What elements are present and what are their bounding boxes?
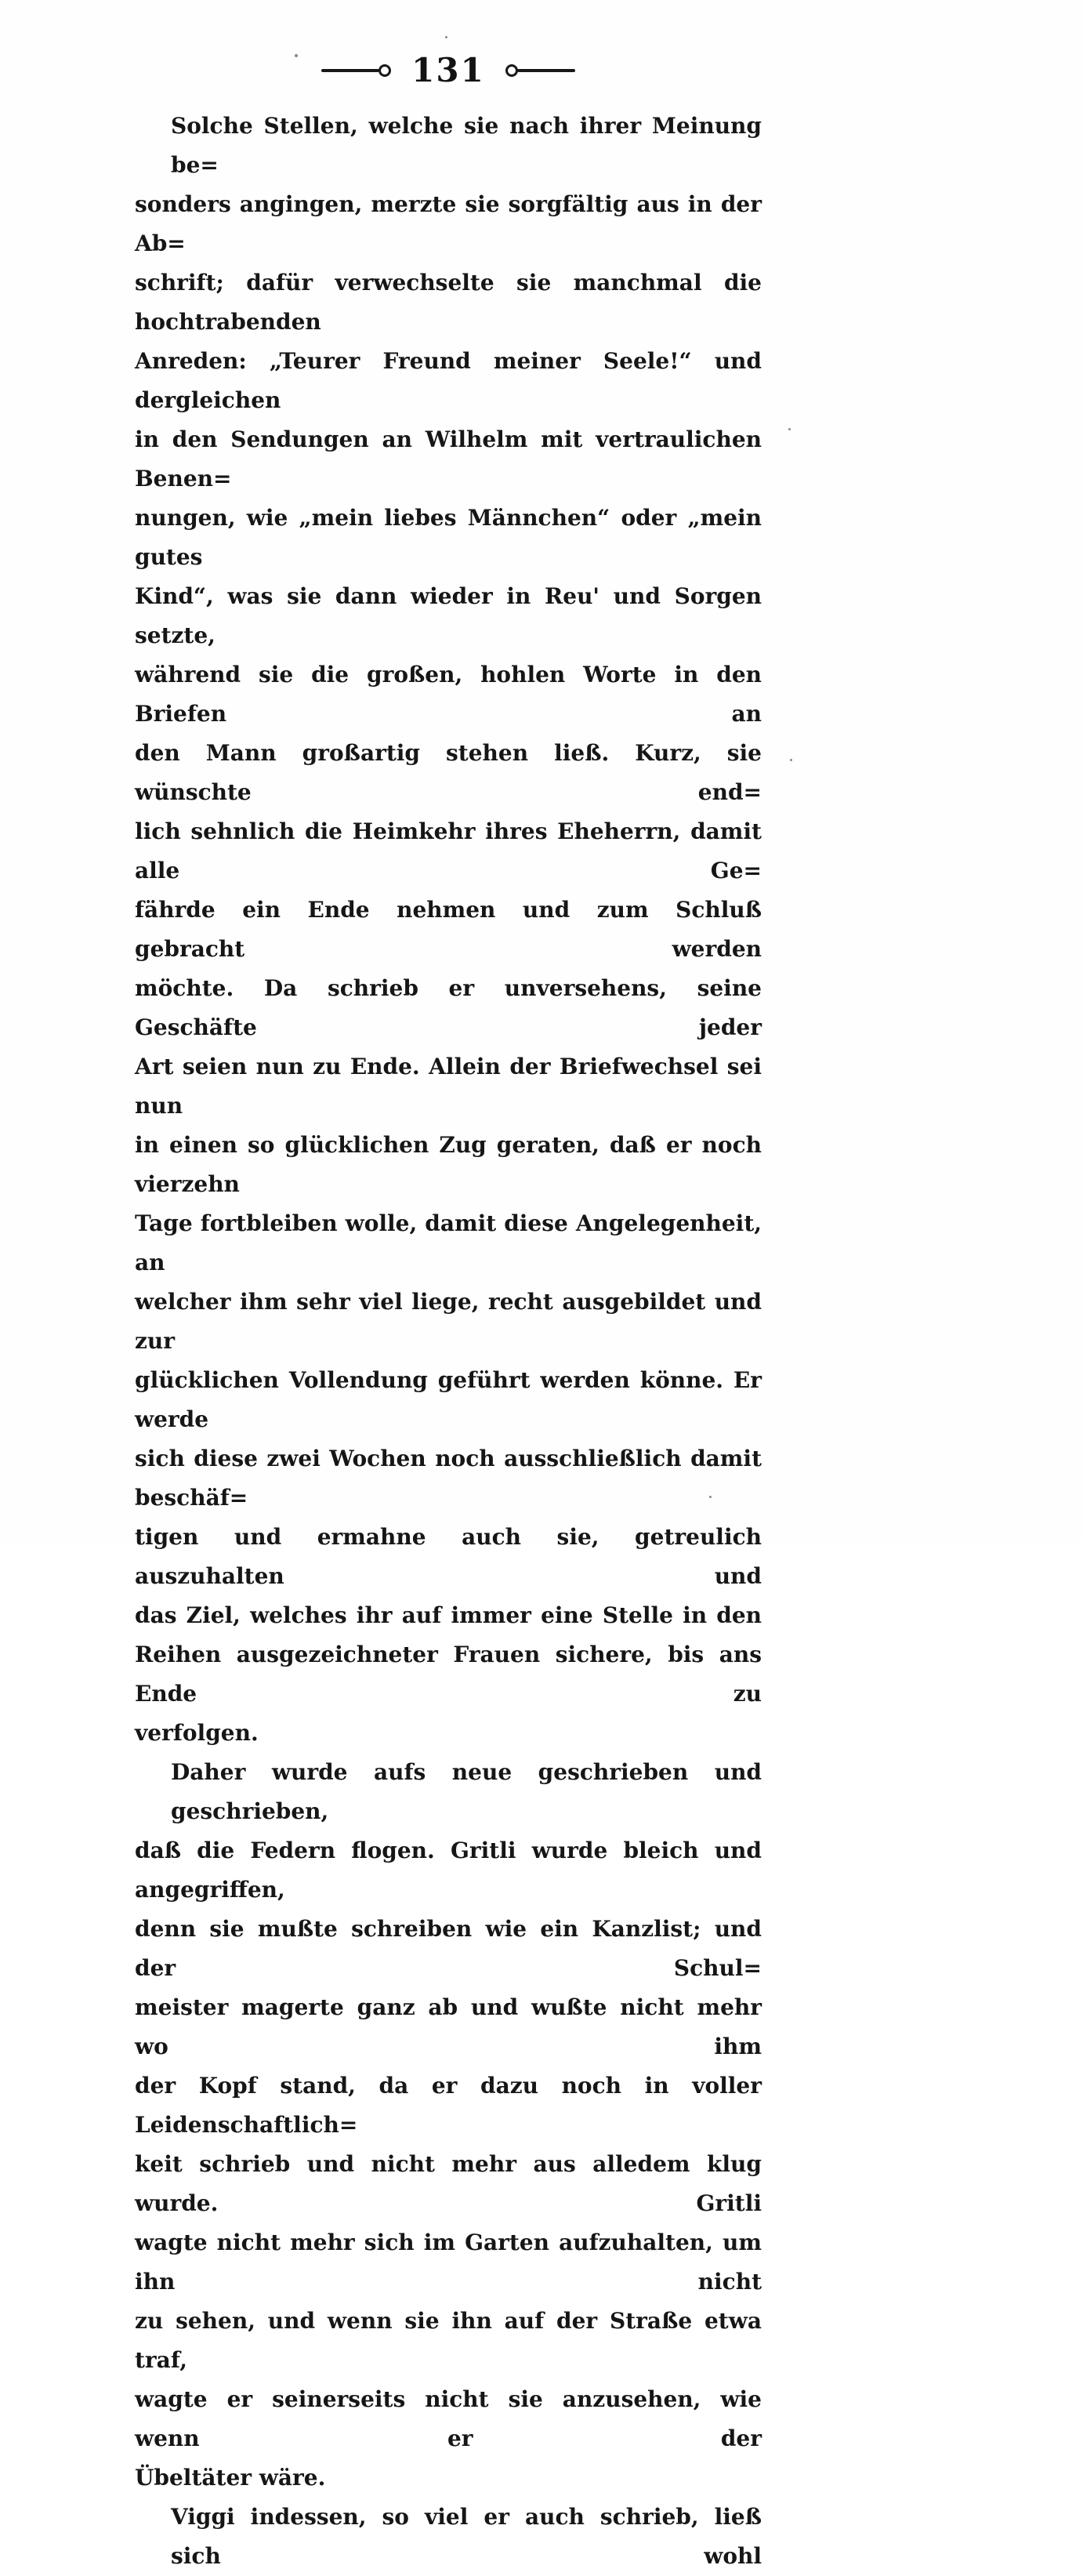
text-line: Viggi indessen, so viel er auch schrieb, ließ sich wohl	[171, 2504, 762, 2569]
text-line: glücklichen Vollendung geführt werden könne. Er werde	[135, 1367, 762, 1432]
text-line: tigen und ermahne auch sie, getreulich auszuhalten und	[135, 1524, 762, 1589]
scan-speck	[445, 36, 447, 38]
header-rule-right	[517, 69, 575, 72]
text-line: keit schrieb und nicht mehr aus alledem klug wurde. Gritli	[135, 2151, 762, 2216]
header-ornament-right	[505, 64, 575, 77]
text-line: Tage fortbleiben wolle, damit diese Angelegenheit, an	[135, 1210, 762, 1275]
text-line: verfolgen.	[135, 1720, 259, 1746]
header-rule-left	[321, 69, 379, 72]
header-ring-left	[379, 64, 391, 77]
text-line: möchte. Da schrieb er unversehens, seine Geschäfte jeder	[135, 975, 762, 1040]
header-ornament-left	[321, 64, 391, 77]
text-line: schrift; dafür verwechselte sie manchmal die hochtrabenden	[135, 270, 762, 335]
text-line: Solche Stellen, welche sie nach ihrer Meinung be=	[171, 113, 762, 178]
text-line: in den Sendungen an Wilhelm mit vertraulichen Benen=	[135, 426, 762, 492]
running-head	[135, 50, 762, 91]
text-line: daß die Federn flogen. Gritli wurde bleich und angegriffen,	[135, 1838, 762, 1903]
paragraph	[135, 107, 762, 1753]
text-line: denn sie mußte schreiben wie ein Kanzlist; und der Schul=	[135, 1916, 762, 1981]
text-line: den Mann großartig stehen ließ. Kurz, sie wünschte end=	[135, 740, 762, 805]
paragraph	[135, 2498, 762, 2576]
text-line: das Ziel, welches ihr auf immer eine Stelle in den	[135, 1602, 762, 1628]
text-line: fährde ein Ende nehmen und zum Schluß gebracht werden	[135, 897, 762, 962]
text-line: sonders angingen, merzte sie sorgfältig aus in der Ab=	[135, 191, 762, 256]
text-line: wagte nicht mehr sich im Garten aufzuhalten, um ihn nicht	[135, 2230, 762, 2295]
page-number: 131	[411, 51, 485, 89]
header-ring-right	[505, 64, 518, 77]
text-line: Kind“, was sie dann wieder in Reu' und Sorgen setzte,	[135, 583, 762, 648]
text-line: nungen, wie „mein liebes Männchen“ oder „mein gutes	[135, 505, 762, 570]
text-line: Daher wurde aufs neue geschrieben und geschrieben,	[171, 1759, 762, 1824]
scan-speck	[709, 1496, 712, 1498]
text-line: Reihen ausgezeichneter Frauen sichere, bis ans Ende zu	[135, 1642, 762, 1707]
text-line: meister magerte ganz ab und wußte nicht mehr wo ihm	[135, 1994, 762, 2059]
text-line: während sie die großen, hohlen Worte in den Briefen an	[135, 662, 762, 727]
page-text	[135, 107, 762, 2576]
text-line: Übeltäter wäre.	[135, 2465, 326, 2491]
scan-speck	[790, 759, 792, 761]
text-line: Anreden: „Teurer Freund meiner Seele!“ und dergleichen	[135, 348, 762, 413]
text-line: Art seien nun zu Ende. Allein der Briefwechsel sei nun	[135, 1054, 762, 1119]
text-line: der Kopf stand, da er dazu noch in voller Leidenschaftlich=	[135, 2073, 762, 2138]
paragraph	[135, 1753, 762, 2498]
text-line: zu sehen, und wenn sie ihn auf der Straße etwa traf,	[135, 2308, 762, 2373]
scan-speck	[788, 428, 791, 430]
scan-speck	[295, 54, 298, 57]
text-line: lich sehnlich die Heimkehr ihres Eheherrn, damit alle Ge=	[135, 818, 762, 883]
text-line: welcher ihm sehr viel liege, recht ausgebildet und zur	[135, 1289, 762, 1354]
text-line: in einen so glücklichen Zug geraten, daß er noch vierzehn	[135, 1132, 762, 1197]
text-line: wagte er seinerseits nicht sie anzusehen, wie wenn er der	[135, 2386, 762, 2451]
text-line: sich diese zwei Wochen noch ausschließlich damit beschäf=	[135, 1446, 762, 1511]
